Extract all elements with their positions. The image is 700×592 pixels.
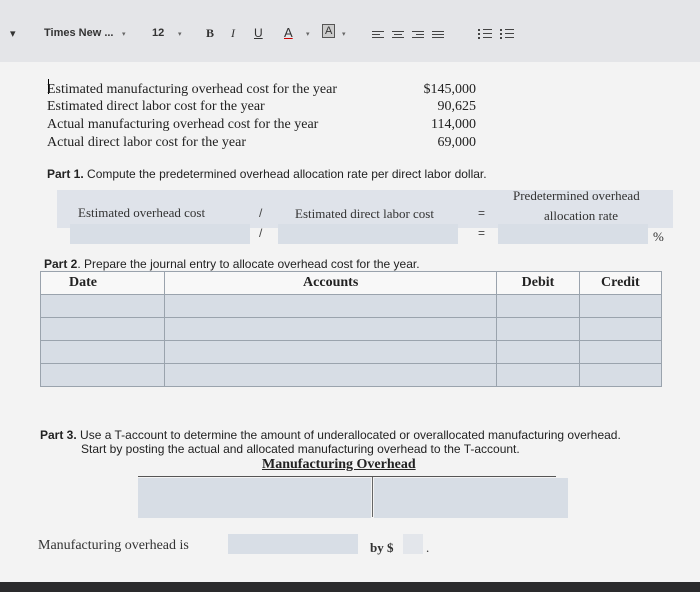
date-cell[interactable] [41,318,165,341]
date-cell[interactable] [41,364,165,387]
allocation-status-select[interactable] [228,534,358,554]
result-label-line1: Predetermined overhead [513,188,640,203]
align-justify-icon[interactable] [432,31,444,40]
part2-instruction [44,257,420,271]
toolbar-menu-arrow[interactable]: ▾ [10,28,16,40]
given-value-1: $145,000 [423,82,476,97]
chevron-down-icon[interactable]: ▾ [306,31,310,38]
chevron-down-icon[interactable]: ▾ [122,31,126,38]
credit-header: Credit [579,272,661,295]
account-cell[interactable] [164,318,496,341]
credit-cell[interactable] [579,341,661,364]
part3-text-line1: Use a T-account to determine the amount of underallocated or overallocated manufacturing overhead. [76,428,621,442]
journal-entry-table [40,271,662,387]
equals-symbol: = [478,206,486,220]
divide-symbol: / [259,206,263,220]
formula-denominator-label: Estimated direct labor cost [295,206,434,221]
taccount-title: Manufacturing Overhead [262,457,416,472]
by-label: by $ [370,540,394,555]
estimated-overhead-input[interactable] [70,224,250,244]
table-row [41,318,662,341]
align-center-icon[interactable] [392,31,404,40]
journal-header-row [41,272,662,295]
bottom-bar [0,582,700,592]
font-family-select[interactable]: Times New ... [44,27,114,39]
given-value-3: 114,000 [431,117,476,132]
taccount-vertical-line [372,477,373,517]
bold-button[interactable]: B [206,26,215,40]
debit-cell[interactable] [497,295,579,318]
highlight-color-button[interactable]: A [322,24,335,38]
credit-cell[interactable] [579,295,661,318]
underline-button[interactable]: U [254,26,263,40]
divide-symbol: / [259,226,263,240]
debit-header: Debit [497,272,579,295]
given-label-3: Actual manufacturing overhead cost for the year [47,117,319,132]
table-row [41,364,662,387]
given-value-4: 69,000 [437,135,476,150]
font-size-select[interactable]: 12 [152,27,165,39]
credit-cell[interactable] [579,318,661,341]
table-row [41,295,662,318]
accounts-header: Accounts [164,272,496,295]
amount-input[interactable] [403,534,423,554]
taccount-debit-side[interactable] [138,478,371,518]
given-value-2: 90,625 [437,99,476,114]
date-cell[interactable] [41,341,165,364]
allocation-rate-input[interactable] [498,224,648,244]
debit-cell[interactable] [497,364,579,387]
formatting-toolbar [0,0,700,63]
part1-instruction [47,167,487,181]
conclusion-label: Manufacturing overhead is [38,538,189,553]
part3-text-line2: Start by posting the actual and allocated manufacturing overhead to the T-account. [81,442,520,456]
result-label-line2: allocation rate [544,208,618,223]
italic-button[interactable]: I [231,26,235,40]
align-right-icon[interactable] [412,31,424,40]
bulleted-list-icon[interactable] [500,29,514,41]
period: . [426,540,430,555]
account-cell[interactable] [164,341,496,364]
part1-text: Compute the predetermined overhead allocation rate per direct labor dollar. [83,167,487,181]
part3-label: Part 3. [40,428,77,442]
part1-label: Part 1. [47,167,84,181]
table-row [41,341,662,364]
percent-sign: % [653,229,664,244]
given-label-1: Estimated manufacturing overhead cost for the year [47,82,337,97]
equals-symbol: = [478,226,486,240]
taccount-credit-side[interactable] [374,478,568,518]
account-cell[interactable] [164,295,496,318]
date-cell[interactable] [41,295,165,318]
date-header: Date [41,272,165,295]
account-cell[interactable] [164,364,496,387]
debit-cell[interactable] [497,318,579,341]
given-label-4: Actual direct labor cost for the year [47,135,247,150]
part2-label: Part 2 [44,257,78,271]
given-label-2: Estimated direct labor cost for the year [47,99,265,114]
part2-text: . Prepare the journal entry to allocate overhead cost for the year. [77,257,420,271]
chevron-down-icon[interactable]: ▾ [178,31,182,38]
numbered-list-icon[interactable] [478,29,492,41]
align-left-icon[interactable] [372,31,384,40]
chevron-down-icon[interactable]: ▾ [342,31,346,38]
estimated-labor-input[interactable] [278,224,458,244]
credit-cell[interactable] [579,364,661,387]
debit-cell[interactable] [497,341,579,364]
text-color-button[interactable]: A [284,25,293,40]
formula-numerator-label: Estimated overhead cost [78,205,206,220]
taccount-horizontal-line [138,476,556,477]
part3-instruction [40,428,680,442]
